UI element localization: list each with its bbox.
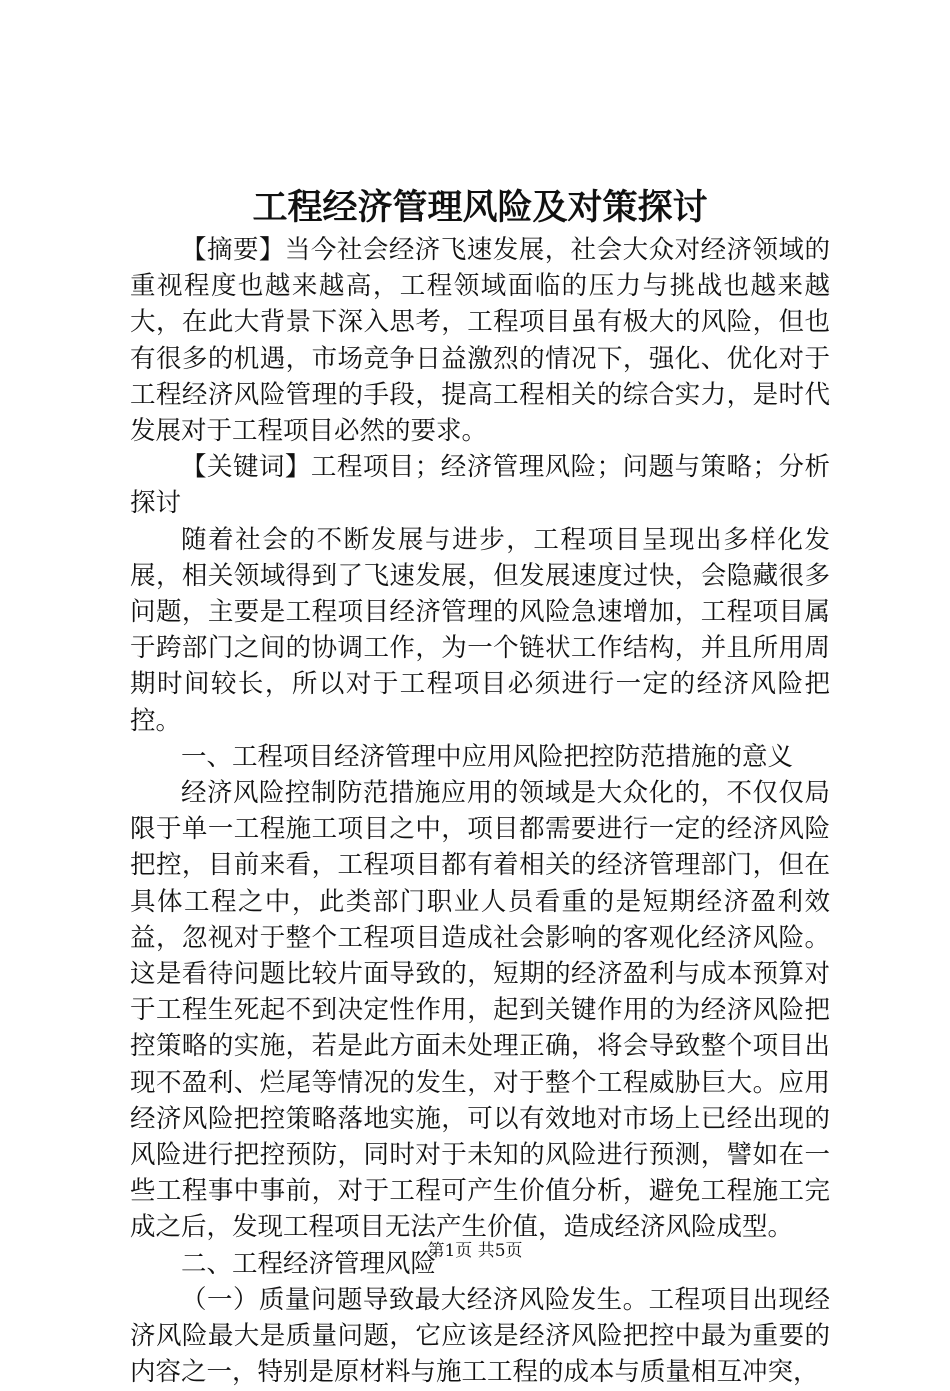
page-number-footer: 第1页 共5页 [427, 1241, 523, 1261]
document-body [130, 232, 830, 1391]
section-heading-2: 二、工程经济管理风险 [181, 1248, 437, 1279]
intro-paragraph: 随着社会的不断发展与进步，工程项目呈现出多样化发展，相关领域得到了飞速发展，但发展速度过快，会隐藏很多问题，主要是工程项目经济管理的风险急速增加，工程项目属于跨部门之间的协调工作，为一个链状工作结构，并且所用周期时间较长，所以对于工程项目必须进行一定的经济风险把控。 [130, 524, 830, 736]
section-2-subsection-1-paragraph: （一）质量问题导致最大经济风险发生。工程项目出现经济风险最大是质量问题，它应该是经济风险把控中最为重要的内容之一，特别是原材料与施工工程的成本与质量相互冲突， [130, 1284, 830, 1388]
document-title: 工程经济管理风险及对策探讨 [252, 187, 708, 228]
section-heading-1: 一、工程项目经济管理中应用风险把控防范措施的意义 [181, 741, 794, 772]
section-1-paragraph: 经济风险控制防范措施应用的领域是大众化的，不仅仅局限于单一工程施工项目之中，项目都需要进行一定的经济风险把控，目前来看，工程项目都有着相关的经济管理部门，但在具体工程之中，此类部门职业人员看重的是短期经济盈利效益，忽视对于整个工程项目造成社会影响的客观化经济风险。这是看待问题比较片面导致的，短期的经济盈利与成本预算对于工程生死起不到决定性作用，起到关键作用的为经济风险把控策略的实施，若是此方面未处理正确，将会导致整个项目出现不盈利、烂尾等情况的发生，对于整个工程威胁巨大。应用经济风险把控策略落地实施，可以有效地对市场上已经出现的风险进行把控预防，同时对于未知的风险进行预测，譬如在一些工程事中事前，对于工程可产生价值分析，避免工程施工完成之后，发现工程项目无法产生价值，造成经济风险成型。 [130, 778, 830, 1243]
keywords-paragraph: 【关键词】工程项目；经济管理风险；问题与策略；分析探讨 [130, 452, 830, 519]
abstract-paragraph: 【摘要】当今社会经济飞速发展，社会大众对经济领域的重视程度也越来越高，工程领域面临的压力与挑战也越来越大，在此大背景下深入思考，工程项目虽有极大的风险，但也有很多的机遇，市场竞争日益激烈的情况下，强化、优化对于工程经济风险管理的手段，提高工程相关的综合实力，是时代发展对于工程项目必然的要求。 [130, 235, 830, 447]
